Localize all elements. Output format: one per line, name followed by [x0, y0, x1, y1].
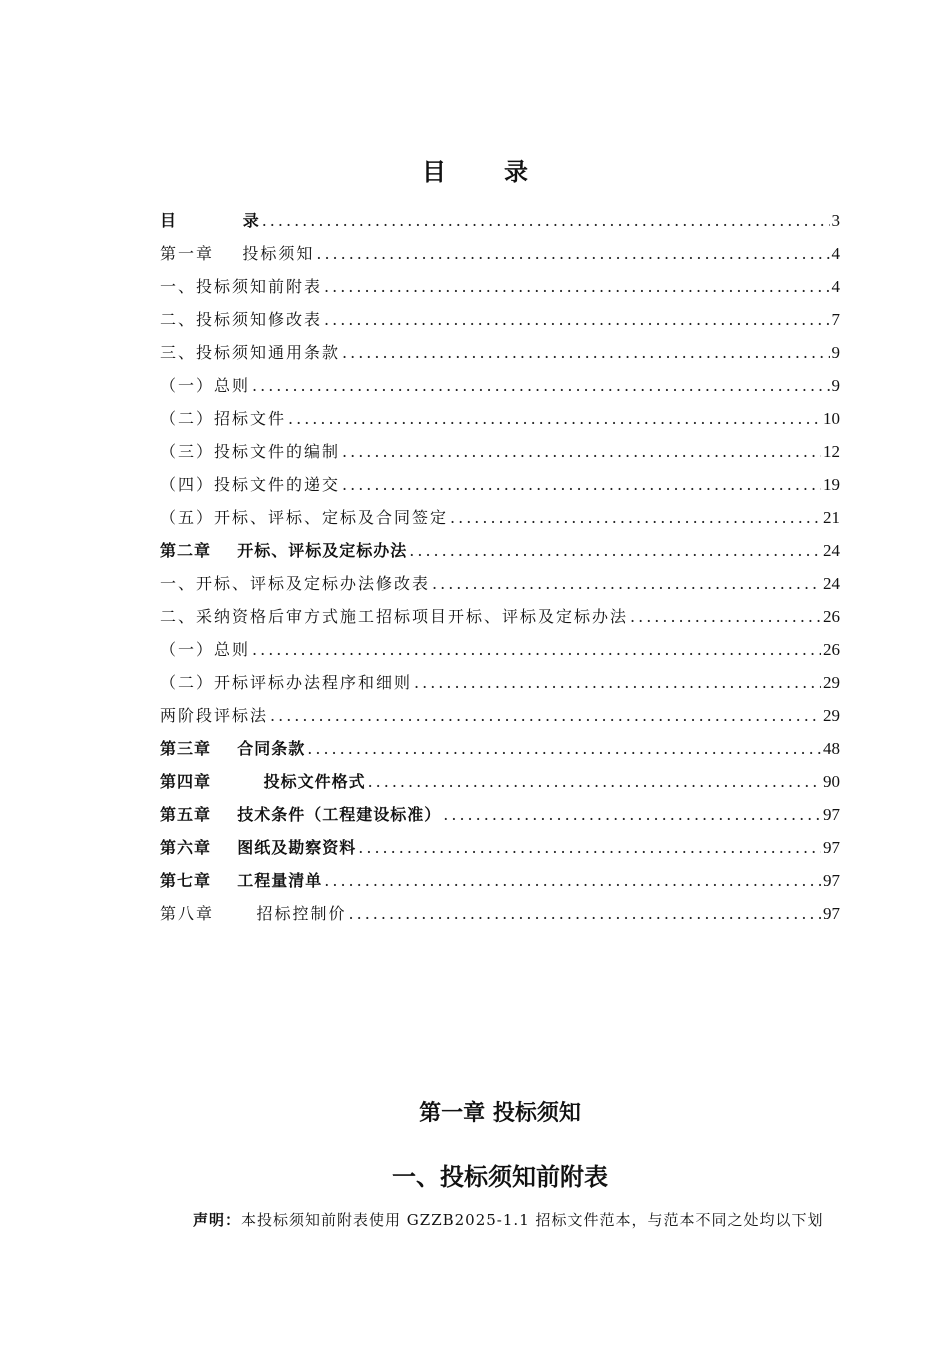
toc-entry-page-number: 9 [831, 376, 840, 395]
toc-title-part2: 录 [504, 158, 528, 186]
toc-entry-label: 一、投标须知前附表 [160, 277, 323, 296]
toc-leader-dots [450, 501, 821, 534]
toc-entry-page-number: 29 [823, 673, 840, 692]
toc-leader-dots [288, 402, 821, 435]
toc-entry-page-number: 26 [823, 607, 840, 626]
toc-entry[interactable] [160, 831, 840, 864]
toc-leader-dots [262, 204, 830, 237]
toc-entry[interactable] [160, 798, 840, 831]
toc-entry-label: 两阶段评标法 [160, 706, 269, 725]
toc-leader-dots [324, 303, 829, 336]
toc-entry[interactable] [160, 699, 840, 732]
toc-entry[interactable] [160, 864, 840, 897]
toc-entry-label: （二）开标评标办法程序和细则 [160, 673, 413, 692]
toc-leader-dots [270, 699, 821, 732]
toc-entry-page-number: 3 [831, 211, 840, 230]
toc-leader-dots [630, 600, 821, 633]
toc-entry-label: 二、采纳资格后审方式施工招标项目开标、评标及定标办法 [160, 607, 629, 626]
toc-entry-page-number: 97 [823, 805, 840, 824]
toc-entry-page-number: 4 [831, 277, 840, 296]
toc-leader-dots [307, 732, 821, 765]
toc-entry[interactable] [160, 369, 840, 402]
toc-leader-dots [324, 864, 821, 897]
statement-label: 声明： [193, 1211, 242, 1229]
chapter-heading: 第一章 投标须知 [419, 1101, 581, 1126]
toc-entry[interactable] [160, 336, 840, 369]
toc-entry-page-number: 9 [831, 343, 840, 362]
toc-leader-dots [358, 831, 821, 864]
toc-entry[interactable] [160, 402, 840, 435]
toc-leader-dots [432, 567, 821, 600]
toc-entry-label: 第二章 开标、评标及定标办法 [160, 541, 408, 560]
toc-entry-page-number: 21 [823, 508, 840, 527]
toc-leader-dots [342, 336, 829, 369]
toc-leader-dots [252, 369, 829, 402]
statement-paragraph [193, 1209, 853, 1230]
toc-entry-label: 第八章 招标控制价 [160, 904, 347, 923]
toc-entry-label: （一）总则 [160, 640, 251, 659]
toc-entry-label: （五）开标、评标、定标及合同签定 [160, 508, 449, 527]
toc-entry-label: （三）投标文件的编制 [160, 442, 341, 461]
toc-leader-dots [368, 765, 821, 798]
toc-entry-page-number: 29 [823, 706, 840, 725]
toc-entry-label: 第四章 投标文件格式 [160, 772, 366, 791]
toc-entry-page-number: 97 [823, 871, 840, 890]
toc-entry-page-number: 97 [823, 838, 840, 857]
toc-entry[interactable] [160, 237, 840, 270]
toc-entry-page-number: 10 [823, 409, 840, 428]
toc-entry-page-number: 12 [823, 442, 840, 461]
toc-leader-dots [252, 633, 821, 666]
toc-entry-page-number: 48 [823, 739, 840, 758]
toc-entry[interactable] [160, 897, 840, 930]
toc-entry[interactable] [160, 600, 840, 633]
toc-entry-label: 第六章 图纸及勘察资料 [160, 838, 357, 857]
toc-entry[interactable] [160, 534, 840, 567]
toc-entry-label: 一、开标、评标及定标办法修改表 [160, 574, 431, 593]
toc-entry-label: 第三章 合同条款 [160, 739, 306, 758]
section-heading: 一、投标须知前附表 [392, 1163, 608, 1191]
toc-leader-dots [324, 270, 829, 303]
toc-entry-page-number: 7 [831, 310, 840, 329]
toc-entry-page-number: 19 [823, 475, 840, 494]
toc-entry[interactable] [160, 270, 840, 303]
toc-entry-label: （一）总则 [160, 376, 251, 395]
toc-leader-dots [443, 798, 821, 831]
toc-leader-dots [342, 435, 821, 468]
toc-entry-label: 二、投标须知修改表 [160, 310, 323, 329]
toc-entry[interactable] [160, 303, 840, 336]
toc-entry-label: 第五章 技术条件（工程建设标准） [160, 805, 442, 824]
toc-entry-page-number: 4 [831, 244, 840, 263]
toc-entry-page-number: 24 [823, 541, 840, 560]
table-of-contents [160, 204, 840, 930]
toc-entry[interactable] [160, 666, 840, 699]
toc-entry-page-number: 90 [823, 772, 840, 791]
toc-entry-page-number: 24 [823, 574, 840, 593]
toc-entry-label: 第七章 工程量清单 [160, 871, 323, 890]
toc-entry-label: （二）招标文件 [160, 409, 287, 428]
toc-entry[interactable] [160, 633, 840, 666]
toc-leader-dots [342, 468, 821, 501]
toc-leader-dots [414, 666, 821, 699]
toc-leader-dots [316, 237, 829, 270]
toc-entry-label: 第一章 投标须知 [160, 244, 315, 263]
toc-entry-page-number: 26 [823, 640, 840, 659]
toc-leader-dots [349, 897, 821, 930]
toc-entry[interactable] [160, 765, 840, 798]
toc-entry[interactable] [160, 732, 840, 765]
statement-text: 本投标须知前附表使用 GZZB2025-1.1 招标文件范本，与范本不同之处均以下划 [241, 1211, 824, 1229]
toc-entry-page-number: 97 [823, 904, 840, 923]
toc-leader-dots [409, 534, 821, 567]
toc-entry[interactable] [160, 567, 840, 600]
toc-entry[interactable] [160, 468, 840, 501]
toc-title [0, 152, 950, 187]
toc-entry-label: （四）投标文件的递交 [160, 475, 341, 494]
toc-entry-label: 三、投标须知通用条款 [160, 343, 341, 362]
toc-entry-label: 目 录 [160, 211, 260, 230]
toc-entry[interactable] [160, 204, 840, 237]
toc-entry[interactable] [160, 501, 840, 534]
toc-title-part1: 目 [422, 158, 446, 186]
toc-entry[interactable] [160, 435, 840, 468]
